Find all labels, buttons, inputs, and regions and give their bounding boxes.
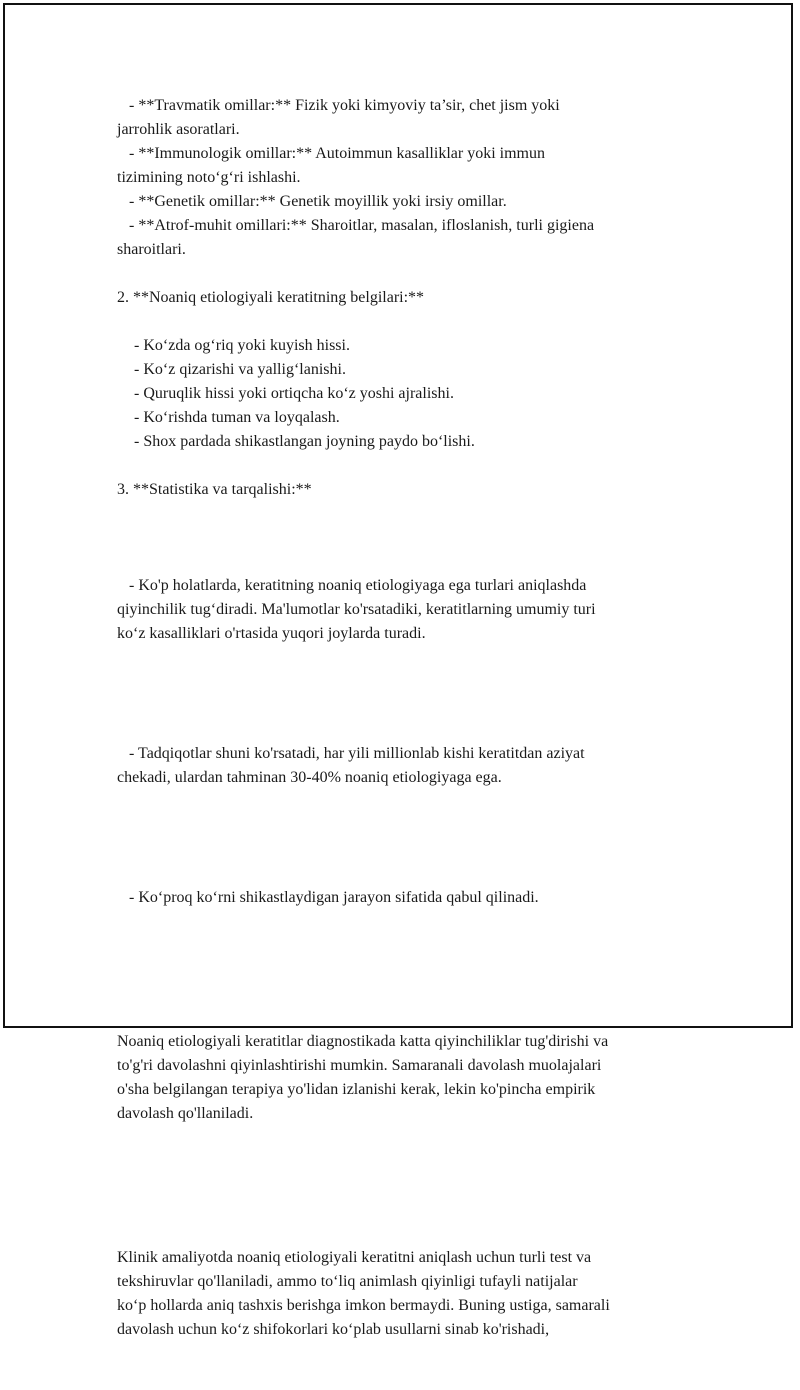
section-heading: 2. **Noaniq etiologiyali keratitning belgilari:** xyxy=(117,289,425,306)
paragraph-line: tekshiruvlar qo'llaniladi, ammo to‘liq animlash qiyinligi tufayli natijalar xyxy=(117,1273,578,1290)
statistics-list xyxy=(117,526,697,958)
list-item-text: - Ko'p holatlarda, keratitning noaniq etiologiyaga ega turlari aniqlashda xyxy=(129,577,587,594)
section-heading: 3. **Statistika va tarqalishi:** xyxy=(117,481,312,498)
list-item-continuation: ko‘z kasalliklari o'rtasida yuqori joylarda turadi. xyxy=(117,625,426,642)
symptoms-list xyxy=(117,334,697,454)
list-item-text: - Tadqiqotlar shuni ko'rsatadi, har yili millionlab kishi keratitdan aziyat xyxy=(129,745,585,762)
list-item: - Shox pardada shikastlangan joyning paydo bo‘lishi. xyxy=(134,433,475,450)
list-item xyxy=(117,214,697,262)
list-item xyxy=(117,694,697,838)
paragraph-line: ko‘p hollarda aniq tashxis berishga imkon bermaydi. Buning ustiga, samarali xyxy=(117,1297,610,1314)
paragraph xyxy=(117,982,697,1174)
paragraph-line: o'sha belgilangan terapiya yo'lidan izlanishi kerak, lekin ko'pincha empirik xyxy=(117,1081,596,1098)
list-item: - Ko‘rishda tuman va loyqalash. xyxy=(134,409,340,426)
list-item: - Ko‘zda og‘riq yoki kuyish hissi. xyxy=(134,337,350,354)
list-item xyxy=(117,142,697,190)
factors-list xyxy=(117,94,697,262)
list-item xyxy=(117,190,697,214)
paragraph-line: Klinik amaliyotda noaniq etiologiyali keratitni aniqlash uchun turli test va xyxy=(117,1249,592,1266)
list-item xyxy=(117,838,697,958)
list-item-continuation: tizimining noto‘g‘ri ishlashi. xyxy=(117,169,301,186)
list-item-continuation: chekadi, ulardan tahminan 30-40% noaniq etiologiyaga ega. xyxy=(117,769,502,786)
list-item-text: - **Atrof-muhit omillari:** Sharoitlar, masalan, ifloslanish, turli gigiena xyxy=(129,217,595,234)
list-item-text: - **Immunologik omillar:** Autoimmun kasalliklar yoki immun xyxy=(129,145,545,162)
list-item xyxy=(117,94,697,142)
list-item-text: - Ko‘proq ko‘rni shikastlaydigan jarayon sifatida qabul qilinadi. xyxy=(129,889,539,906)
list-item-continuation: sharoitlari. xyxy=(117,241,186,258)
list-item-text: - **Travmatik omillar:** Fizik yoki kimyoviy ta’sir, chet jism yoki xyxy=(129,97,560,114)
list-item-continuation: jarrohlik asoratlari. xyxy=(117,121,240,138)
list-item xyxy=(117,526,697,694)
paragraph-line: Noaniq etiologiyali keratitlar diagnostikada katta qiyinchiliklar tug'dirishi va xyxy=(117,1033,609,1050)
paragraph-line: davolash qo'llaniladi. xyxy=(117,1105,254,1122)
paragraph-line: to'g'ri davolashni qiyinlashtirishi mumkin. Samaranali davolash muolajalari xyxy=(117,1057,602,1074)
list-item-text: - **Genetik omillar:** Genetik moyillik yoki irsiy omillar. xyxy=(129,193,507,210)
list-item-continuation: qiyinchilik tug‘diradi. Ma'lumotlar ko'rsatadiki, keratitlarning umumiy turi xyxy=(117,601,596,618)
paragraph xyxy=(117,1198,697,1390)
list-item: - Quruqlik hissi yoki ortiqcha ko‘z yoshi ajralishi. xyxy=(134,385,454,402)
document-body xyxy=(117,94,697,1390)
list-item: - Ko‘z qizarishi va yallig‘lanishi. xyxy=(134,361,346,378)
paragraph-line: davolash uchun ko‘z shifokorlari ko‘plab usullarni sinab ko'rishadi, xyxy=(117,1321,550,1338)
